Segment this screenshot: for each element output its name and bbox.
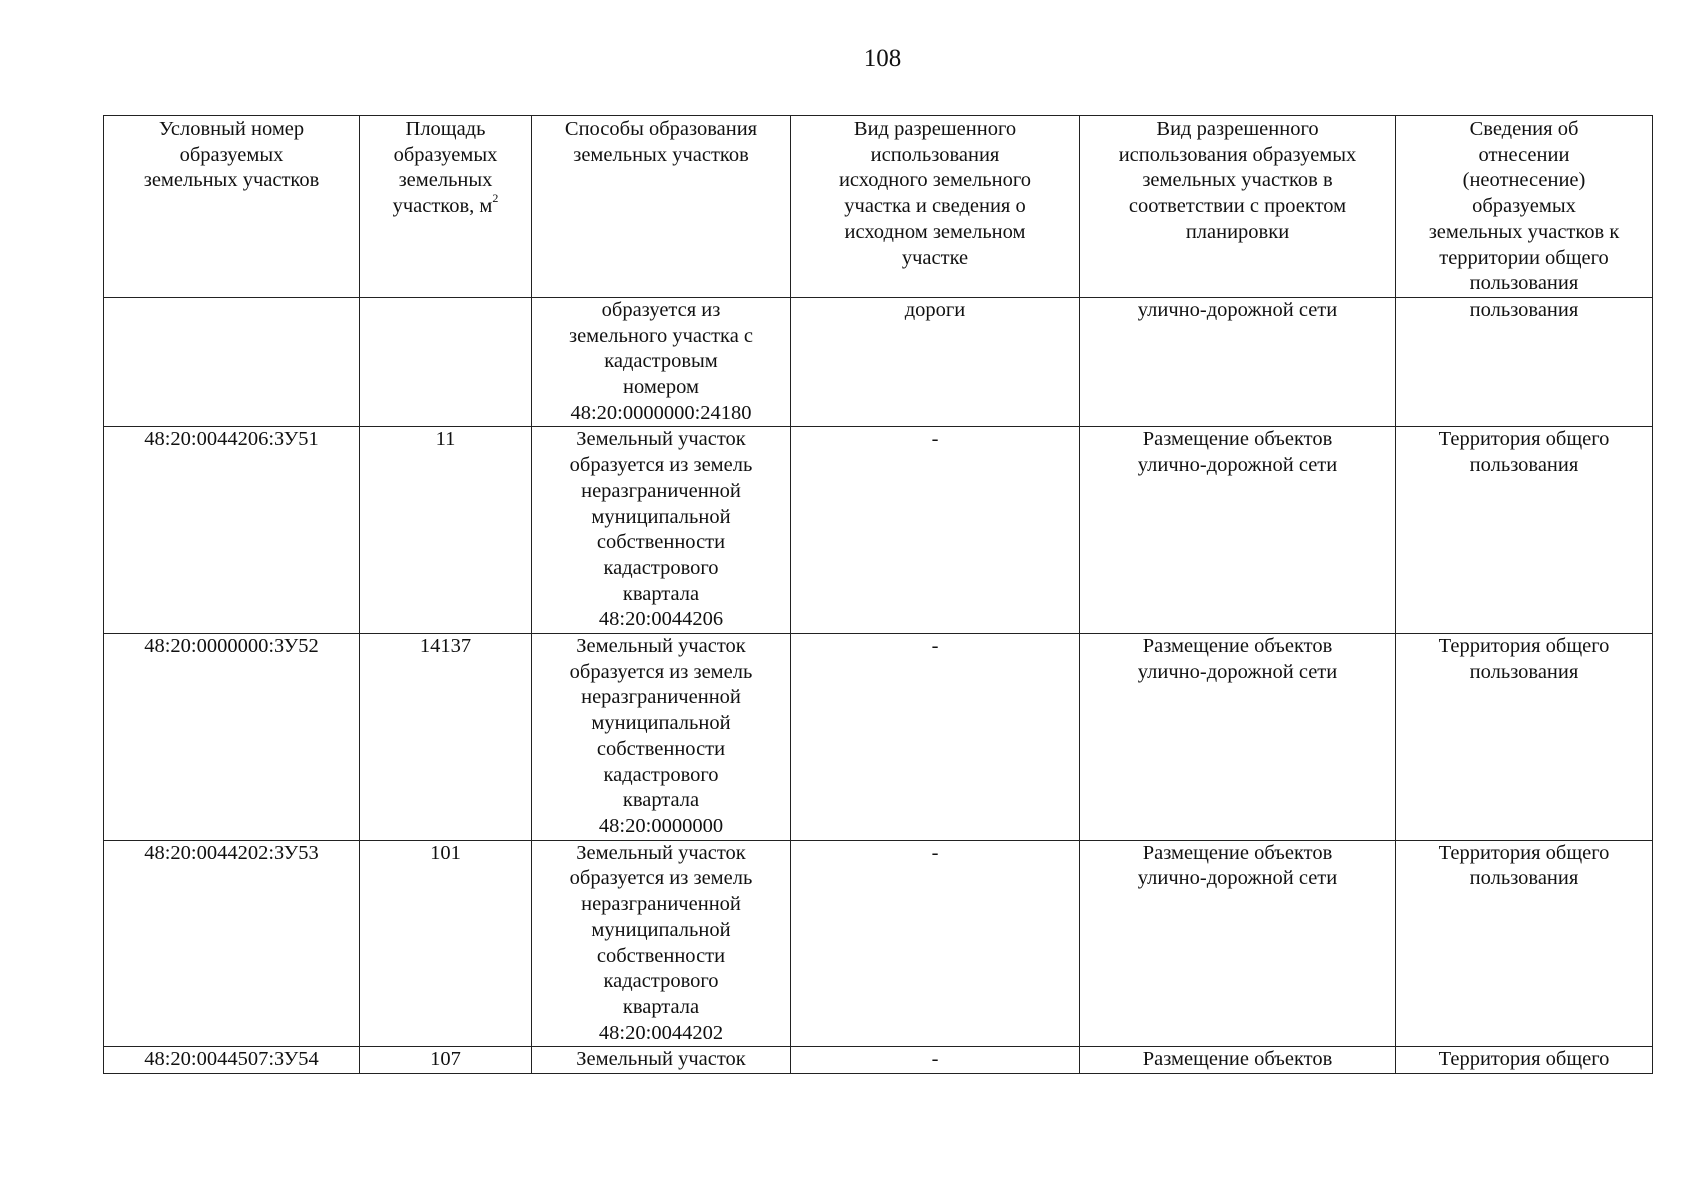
cell-formation-method: Земельный участок образуется из земель неразграниченной муниципальной собственности кадастрового квартала 48:20:0044202: [532, 840, 791, 1047]
cell-area: 107: [360, 1047, 532, 1074]
cell-plot-number: 48:20:0044206:ЗУ51: [104, 427, 360, 634]
cell-source-use: дороги: [791, 297, 1080, 427]
header-plot-number: Условный номер образуемых земельных участков: [104, 116, 360, 298]
table-row: [104, 1047, 1653, 1074]
header-source-use: Вид разрешенного использования исходного земельного участка и сведения о исходном земельном участке: [791, 116, 1080, 298]
cell-public-territory: Территория общего: [1396, 1047, 1653, 1074]
cell-planned-use: Размещение объектов: [1080, 1047, 1396, 1074]
cell-source-use: -: [791, 1047, 1080, 1074]
cell-source-use: -: [791, 634, 1080, 841]
table-row: [104, 840, 1653, 1047]
table-row: [104, 427, 1653, 634]
cell-plot-number: 48:20:0000000:ЗУ52: [104, 634, 360, 841]
header-public-territory: Сведения об отнесении (неотнесение) образуемых земельных участков к территории общего пользования: [1396, 116, 1653, 298]
cell-public-territory: Территория общего пользования: [1396, 427, 1653, 634]
cell-plot-number: 48:20:0044507:ЗУ54: [104, 1047, 360, 1074]
header-planned-use: Вид разрешенного использования образуемых земельных участков в соответствии с проектом планировки: [1080, 116, 1396, 298]
table-header-row: [104, 116, 1653, 298]
cell-area: [360, 297, 532, 427]
cell-area: 101: [360, 840, 532, 1047]
cell-public-territory: Территория общего пользования: [1396, 634, 1653, 841]
cell-formation-method: образуется из земельного участка с кадастровым номером 48:20:0000000:24180: [532, 297, 791, 427]
cell-formation-method: Земельный участок: [532, 1047, 791, 1074]
table-row: [104, 297, 1653, 427]
cell-source-use: -: [791, 427, 1080, 634]
cell-formation-method: Земельный участок образуется из земель неразграниченной муниципальной собственности кадастрового квартала 48:20:0000000: [532, 634, 791, 841]
cell-planned-use: Размещение объектов улично-дорожной сети: [1080, 840, 1396, 1047]
cell-planned-use: Размещение объектов улично-дорожной сети: [1080, 427, 1396, 634]
cell-plot-number: [104, 297, 360, 427]
cell-public-territory: Территория общего пользования: [1396, 840, 1653, 1047]
header-area: [360, 116, 532, 298]
cell-area: 14137: [360, 634, 532, 841]
cell-planned-use: Размещение объектов улично-дорожной сети: [1080, 634, 1396, 841]
cell-formation-method: Земельный участок образуется из земель неразграниченной муниципальной собственности кадастрового квартала 48:20:0044206: [532, 427, 791, 634]
cell-source-use: -: [791, 840, 1080, 1047]
header-formation-method: Способы образования земельных участков: [532, 116, 791, 298]
cell-public-territory: пользования: [1396, 297, 1653, 427]
area-unit-superscript: 2: [492, 191, 499, 206]
cell-area: 11: [360, 427, 532, 634]
land-plots-table: [103, 115, 1653, 1074]
header-area-label: Площадь образуемых земельных участков, м: [392, 118, 498, 218]
table-row: [104, 634, 1653, 841]
page-number: 108: [863, 45, 902, 72]
cell-planned-use: улично-дорожной сети: [1080, 297, 1396, 427]
cell-plot-number: 48:20:0044202:ЗУ53: [104, 840, 360, 1047]
